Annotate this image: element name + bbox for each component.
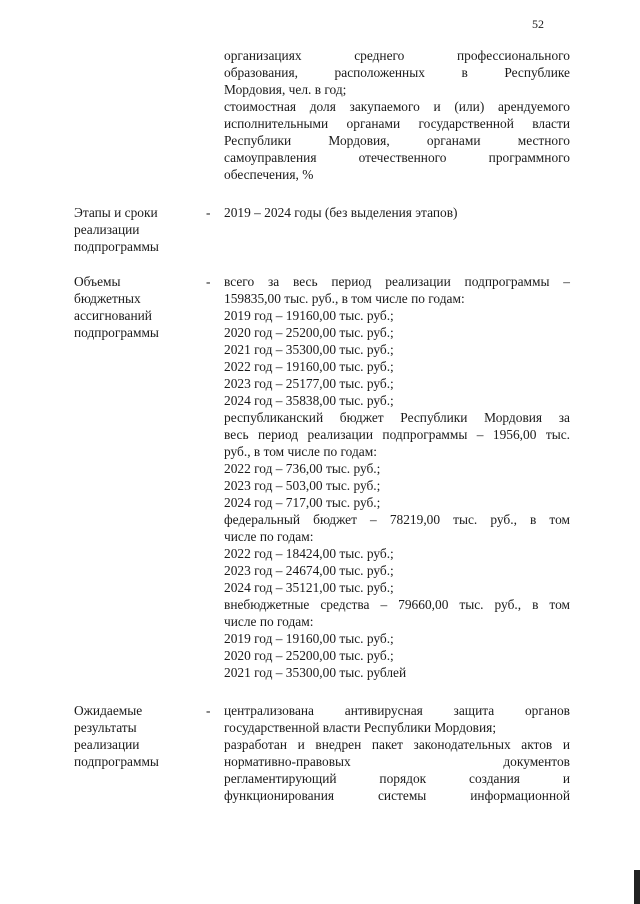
results-line: функционирования системы информационной (224, 788, 570, 803)
row-dash: - (206, 205, 211, 220)
intro-line: образования, расположенных в Республике (224, 65, 570, 80)
results-label-line: Ожидаемые (74, 703, 143, 718)
budget-line: республиканский бюджет Республики Мордовия за (224, 410, 570, 425)
budget-line: 2023 год – 25177,00 тыс. руб.; (224, 376, 394, 391)
results-label-line: реализации (74, 737, 140, 752)
budget-line: 2022 год – 19160,00 тыс. руб.; (224, 359, 394, 374)
budget-line: руб., в том числе по годам: (224, 444, 377, 459)
intro-line: Мордовия, чел. в год; (224, 82, 347, 97)
budget-line: числе по годам: (224, 529, 314, 544)
row-dash: - (206, 703, 211, 718)
stages-label-line: реализации (74, 222, 140, 237)
budget-label-line: подпрограммы (74, 325, 159, 340)
budget-line: 2023 год – 24674,00 тыс. руб.; (224, 563, 394, 578)
budget-line: 2019 год – 19160,00 тыс. руб.; (224, 631, 394, 646)
intro-line: самоуправления отечественного программного (224, 150, 570, 165)
budget-line: 2024 год – 35121,00 тыс. руб.; (224, 580, 394, 595)
budget-line: внебюджетные средства – 79660,00 тыс. руб., в том (224, 597, 570, 612)
intro-line: стоимостная доля закупаемого и (или) арендуемого (224, 99, 570, 114)
budget-line: 2019 год – 19160,00 тыс. руб.; (224, 308, 394, 323)
scan-edge-mark (634, 870, 640, 904)
budget-label-line: бюджетных (74, 291, 141, 306)
budget-label-line: Объемы (74, 274, 121, 289)
results-line: централизована антивирусная защита органов (224, 703, 570, 718)
page-number: 52 (532, 17, 544, 31)
budget-line: 2021 год – 35300,00 тыс. рублей (224, 665, 407, 680)
intro-line: Республики Мордовия, органами местного (224, 133, 570, 148)
results-label-line: подпрограммы (74, 754, 159, 769)
budget-line: 2020 год – 25200,00 тыс. руб.; (224, 648, 394, 663)
budget-line: 2022 год – 736,00 тыс. руб.; (224, 461, 381, 476)
budget-line: 2024 год – 35838,00 тыс. руб.; (224, 393, 394, 408)
results-line: разработан и внедрен пакет законодательных актов и (224, 737, 570, 752)
intro-line: обеспечения, % (224, 167, 314, 182)
intro-line: исполнительными органами государственной власти (224, 116, 570, 131)
intro-line: организациях среднего профессионального (224, 48, 570, 63)
budget-line: 2022 год – 18424,00 тыс. руб.; (224, 546, 394, 561)
stages-value: 2019 – 2024 годы (без выделения этапов) (224, 205, 458, 220)
results-line: государственной власти Республики Мордовия; (224, 720, 497, 735)
budget-line: 2024 год – 717,00 тыс. руб.; (224, 495, 381, 510)
budget-line: федеральный бюджет – 78219,00 тыс. руб., в том (224, 512, 570, 527)
results-label-line: результаты (74, 720, 137, 735)
stages-label-line: подпрограммы (74, 239, 159, 254)
budget-line: 2021 год – 35300,00 тыс. руб.; (224, 342, 394, 357)
results-line: регламентирующий порядок создания и (224, 771, 570, 786)
budget-line: 159835,00 тыс. руб., в том числе по годам: (224, 291, 465, 306)
budget-line: числе по годам: (224, 614, 314, 629)
budget-line: 2023 год – 503,00 тыс. руб.; (224, 478, 381, 493)
budget-line: 2020 год – 25200,00 тыс. руб.; (224, 325, 394, 340)
budget-line: весь период реализации подпрограммы – 1956,00 тыс. (224, 427, 570, 442)
stages-label-line: Этапы и сроки (74, 205, 158, 220)
budget-line: всего за весь период реализации подпрограммы – (224, 274, 570, 289)
results-line: нормативно-правовых документов (224, 754, 570, 769)
budget-label-line: ассигнований (74, 308, 152, 323)
row-dash: - (206, 274, 211, 289)
